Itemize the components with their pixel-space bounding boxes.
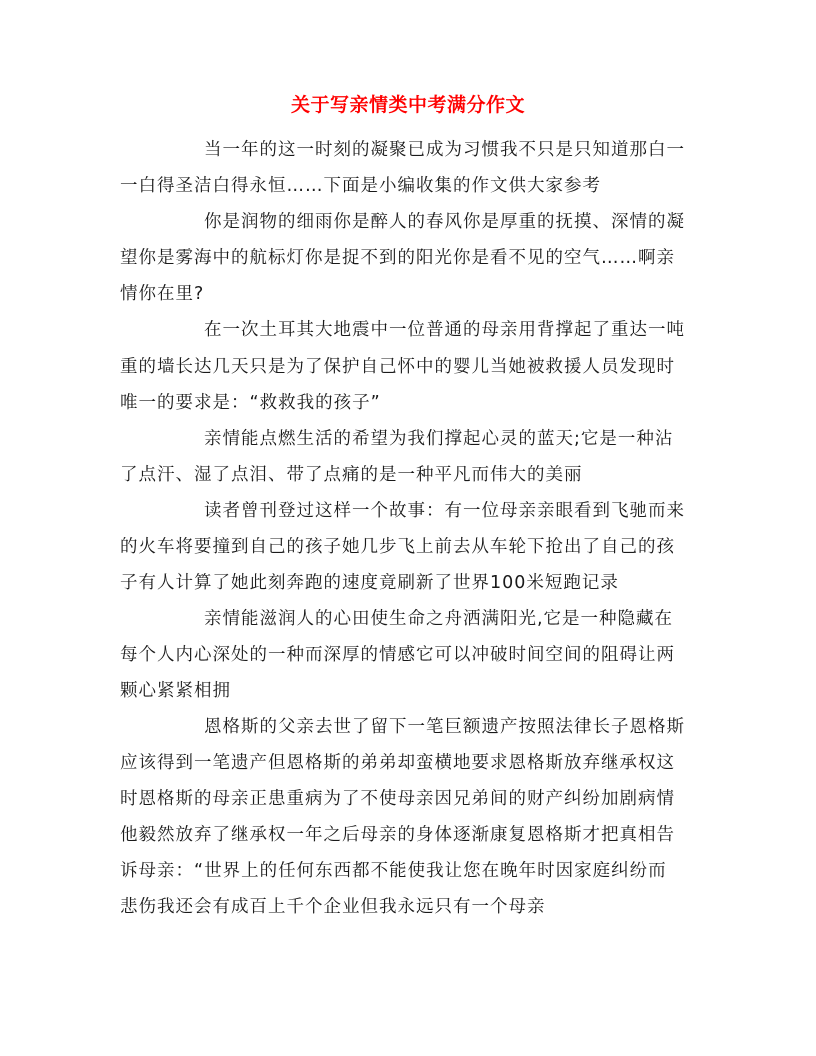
paragraph-5-line-1: 读者曾刊登过这样一个故事：有一位母亲亲眼看到飞驰而来: [204, 501, 685, 521]
paragraph-7-line-2: 应该得到一笔遗产但恩格斯的弟弟却蛮横地要求恩格斯放弃继承权这: [120, 753, 675, 773]
paragraph-2-line-1: 你是润物的细雨你是醉人的春风你是厚重的抚摸、深情的凝: [204, 212, 685, 232]
paragraph-2-line-3: 情你在里?: [120, 284, 205, 304]
paragraph-5-line-3: 子有人计算了她此刻奔跑的速度竟刷新了世界100米短跑记录: [120, 573, 619, 593]
paragraph-7-line-5: 诉母亲：“世界上的任何东西都不能使我让您在晚年时因家庭纠纷而: [120, 861, 667, 881]
paragraph-5-line-2: 的火车将要撞到自己的孩子她几步飞上前去从车轮下抢出了自己的孩: [120, 537, 675, 557]
paragraph-7-line-3: 时恩格斯的母亲正患重病为了不使母亲因兄弟间的财产纠纷加剧病情: [120, 789, 675, 809]
paragraph-1-line-1: 当一年的这一时刻的凝聚已成为习惯我不只是只知道那白一: [204, 140, 685, 160]
paragraph-7-line-4: 他毅然放弃了继承权一年之后母亲的身体逐渐康复恩格斯才把真相告: [120, 825, 675, 845]
paragraph-2-line-2: 望你是雾海中的航标灯你是捉不到的阳光你是看不见的空气……啊亲: [120, 248, 675, 268]
paragraph-3-line-1: 在一次土耳其大地震中一位普通的母亲用背撑起了重达一吨: [204, 320, 685, 340]
paragraph-6-line-3: 颗心紧紧相拥: [120, 681, 231, 701]
paragraph-3-line-2: 重的墙长达几天只是为了保护自己怀中的婴儿当她被救援人员发现时: [120, 357, 675, 377]
paragraph-1-line-2: 一白得圣洁白得永恒……下面是小编收集的作文供大家参考: [120, 176, 601, 196]
paragraph-6-line-1: 亲情能滋润人的心田使生命之舟洒满阳光,它是一种隐藏在: [204, 609, 674, 629]
paragraph-7-line-6: 悲伤我还会有成百上千个企业但我永远只有一个母亲: [120, 897, 546, 917]
paragraph-4-line-1: 亲情能点燃生活的希望为我们撑起心灵的蓝天;它是一种沾: [204, 429, 674, 449]
paragraph-7-line-1: 恩格斯的父亲去世了留下一笔巨额遗产按照法律长子恩格斯: [204, 717, 685, 737]
paragraph-6-line-2: 每个人内心深处的一种而深厚的情感它可以冲破时间空间的阻碍让两: [120, 645, 675, 665]
document-title: 关于写亲情类中考满分作文: [290, 94, 525, 116]
paragraph-4-line-2: 了点汗、湿了点泪、带了点痛的是一种平凡而伟大的美丽: [120, 465, 583, 485]
paragraph-3-line-3: 唯一的要求是：“救救我的孩子”: [120, 393, 381, 413]
